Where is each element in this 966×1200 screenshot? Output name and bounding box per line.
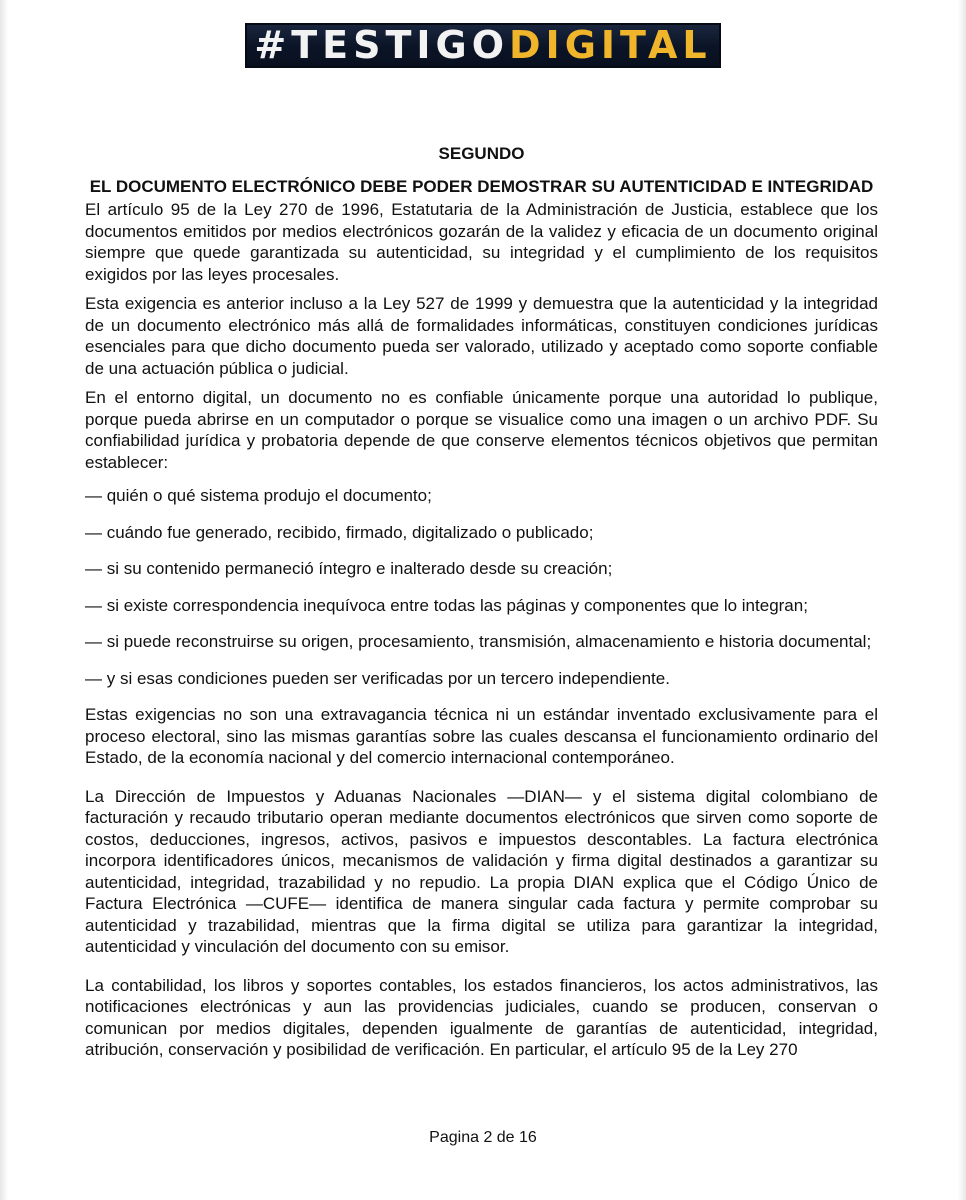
paragraph-ley-270: El artículo 95 de la Ley 270 de 1996, Estatutaria de la Administración de Justicia, establece que los documentos emitidos por medios electrónicos gozarán de la validez y eficacia de un documento original siempre que quede garantizada su autenticidad, su integridad y el cumplimiento de los requisitos exigidos por las leyes procesales. [85, 200, 878, 284]
testigo-digital-logo [245, 23, 721, 68]
list-item: — y si esas condiciones pueden ser verificadas por un tercero independiente. [85, 668, 670, 688]
page-edge-right [958, 0, 966, 1200]
list-item: — cuándo fue generado, recibido, firmado, digitalizado o publicado; [85, 522, 594, 542]
logo-part-hashtag: #TESTIGO [254, 23, 510, 67]
list-item: — si su contenido permaneció íntegro e inalterado desde su creación; [85, 559, 613, 578]
paragraph-dian: La Dirección de Impuestos y Aduanas Nacionales —DIAN— y el sistema digital colombiano de facturación y recaudo tributario operan mediante documentos electrónicos que sirven como soporte de costos, deducciones, ingresos, activos, pasivos e impuestos descontables. La factura electrónica incorpora identificadores únicos, mecanismos de validación y firma digital destinados a garantizar su autenticidad, integridad, trazabilidad y no repudio. La propia DIAN explica que el Código Único de Factura Electrónica —CUFE— identifica de manera singular cada factura y permite comprobar su autenticidad y trazabilidad, mientras que la firma digital se utiliza para garantizar la integridad, autenticidad y vinculación del documento con su emisor. [85, 786, 878, 956]
list-item: — quién o qué sistema produjo el documento; [85, 486, 432, 505]
logo-text [254, 23, 711, 68]
logo-part-digital: DIGITAL [509, 23, 712, 67]
paragraph-entorno-digital: En el entorno digital, un documento no es confiable únicamente porque una autoridad lo publique, porque pueda abrirse en un computador o porque se visualice como una imagen o un archivo PDF. Su confiabilidad jurídica y probatoria depende de que conserve elementos técnicos objetivos que permitan establecer: [85, 388, 878, 472]
section-title: EL DOCUMENTO ELECTRÓNICO DEBE PODER DEMOSTRAR SU AUTENTICIDAD E INTEGRIDAD [89, 177, 874, 196]
page-number: Pagina 2 de 16 [429, 1129, 537, 1146]
paragraph-exigencias: Estas exigencias no son una extravagancia técnica ni un estándar inventado exclusivamente para el proceso electoral, sino las mismas garantías sobre las cuales descansa el funcionamiento ordinario del Estado, de la economía nacional y del comercio internacional contemporáneo. [85, 705, 878, 767]
document-body [85, 143, 878, 1078]
paragraph-contabilidad: La contabilidad, los libros y soportes contables, los estados financieros, los actos administrativos, las notificaciones electrónicas y aun las providencias judiciales, cuando se producen, conservan o comunican por medios digitales, dependen igualmente de garantías de autenticidad, integridad, atribución, conservación y posibilidad de verificación. En particular, el artículo 95 de la Ley 270 [85, 975, 878, 1059]
requirements-list [85, 485, 878, 689]
list-item: — si existe correspondencia inequívoca entre todas las páginas y componentes que lo integran; [85, 595, 808, 615]
paragraph-ley-527: Esta exigencia es anterior incluso a la Ley 527 de 1999 y demuestra que la autenticidad y la integridad de un documento electrónico más allá de formalidades informáticas, constituyen condiciones jurídicas esenciales para que dicho documento pueda ser valorado, utilizado y aceptado como soporte confiable de una actuación pública o judicial. [85, 294, 878, 378]
list-item: — si puede reconstruirse su origen, procesamiento, transmisión, almacenamiento e historia documental; [85, 632, 872, 651]
section-number: SEGUNDO [438, 144, 525, 163]
page-edge-left [0, 0, 8, 1200]
